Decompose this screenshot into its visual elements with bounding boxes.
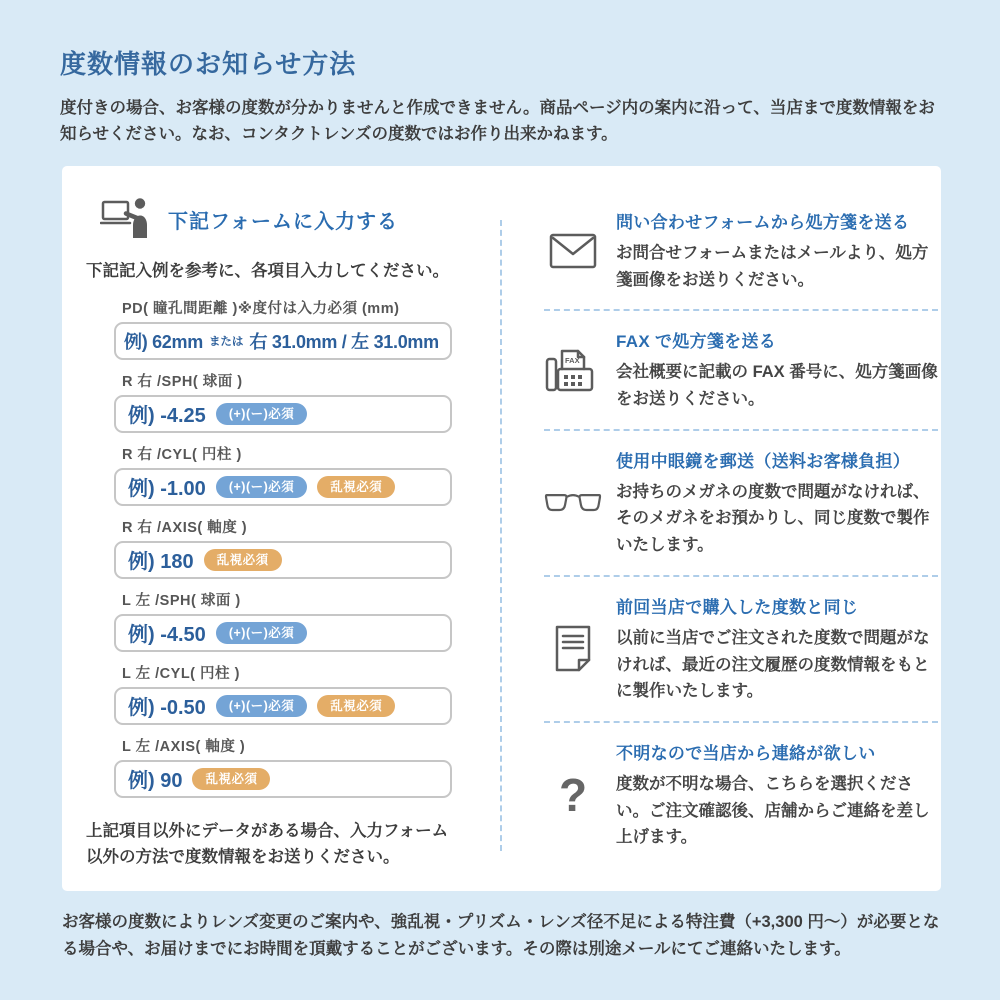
form-field-r-sph bbox=[114, 370, 452, 433]
form-field-label: L 左 /CYL( 円柱 ) bbox=[122, 665, 240, 682]
method-text bbox=[616, 447, 938, 559]
example-value: 例) 62mm bbox=[124, 331, 203, 352]
l-cyl-input-example[interactable] bbox=[114, 687, 452, 725]
footer-note: お客様の度数によりレンズ変更のご案内や、強乱視・プリズム・レンズ径不足による特注費（+3,300 円〜）が必要となる場合や、お届けまでにお時間を頂戴することがございます。その際は別途メールにてご連絡いたします。 bbox=[62, 912, 940, 958]
plus-minus-required-badge: (+)(ー)必須 bbox=[216, 403, 307, 426]
form-field-label: R 右 /SPH( 球面 ) bbox=[122, 373, 243, 390]
r-cyl-input-example[interactable] bbox=[114, 468, 452, 506]
astigmatism-required-badge: 乱視必須 bbox=[317, 695, 395, 718]
plus-minus-required-badge: (+)(ー)必須 bbox=[216, 695, 307, 718]
method-body: 以前に当店でご注文された度数で問題がなければ、最近の注文履歴の度数情報をもとに製作いたします。 bbox=[616, 628, 930, 701]
question-mark-icon bbox=[544, 768, 602, 822]
form-field-l-axis bbox=[114, 735, 452, 798]
example-value: 例) -4.25 bbox=[128, 405, 206, 428]
form-field-label: L 左 /AXIS( 軸度 ) bbox=[122, 738, 246, 755]
fax-icon-label: FAX bbox=[565, 355, 580, 365]
alternative-methods-column bbox=[502, 192, 964, 871]
example-value: 例) -0.50 bbox=[128, 697, 206, 720]
method-title: 不明なので当店から連絡が欲しい bbox=[616, 743, 876, 763]
example-or-text: または bbox=[208, 335, 244, 348]
r-sph-input-example[interactable] bbox=[114, 395, 452, 433]
form-field-label: R 右 /AXIS( 軸度 ) bbox=[122, 519, 248, 536]
example-value: 例) -4.50 bbox=[128, 624, 206, 647]
form-example-column bbox=[62, 192, 500, 871]
form-field-label: L 左 /SPH( 球面 ) bbox=[122, 592, 241, 609]
l-sph-input-example[interactable] bbox=[114, 614, 452, 652]
r-axis-input-example[interactable] bbox=[114, 541, 452, 579]
glasses-icon bbox=[544, 490, 602, 516]
method-text bbox=[616, 593, 938, 705]
method-title: FAX で処方箋を送る bbox=[616, 332, 777, 352]
form-field-r-axis bbox=[114, 516, 452, 579]
document-icon bbox=[544, 625, 602, 673]
method-text bbox=[616, 739, 938, 851]
example-value: 例) 180 bbox=[128, 551, 194, 574]
method-title: 使用中眼鏡を郵送（送料お客様負担） bbox=[616, 451, 911, 471]
method-unknown-contact-me bbox=[544, 723, 938, 867]
question-glyph: ? bbox=[558, 769, 588, 822]
form-instruction: 下記記入例を参考に、各項目入力してください。 bbox=[86, 261, 449, 280]
intro-text: 度付きの場合、お客様の度数が分かりませんと作成できません。商品ページ内の案内に沿って、当店まで度数情報をお知らせください。なお、コンタクトレンズの度数ではお作り出来かねます。 bbox=[60, 99, 935, 144]
method-mail-glasses bbox=[544, 431, 938, 577]
example-value: 例) 90 bbox=[128, 770, 183, 793]
astigmatism-required-badge: 乱視必須 bbox=[317, 476, 395, 499]
methods-panel bbox=[62, 166, 941, 891]
method-text bbox=[616, 327, 938, 412]
method-text bbox=[616, 208, 938, 293]
form-field-label: PD( 瞳孔間距離 )※度付は入力必須 (mm) bbox=[122, 300, 400, 317]
method-title: 前回当店で購入した度数と同じ bbox=[616, 597, 859, 617]
method-previous-order bbox=[544, 577, 938, 723]
form-field-pd bbox=[114, 297, 452, 360]
envelope-icon bbox=[544, 233, 602, 269]
method-body: 度数が不明な場合、こちらを選択ください。ご注文確認後、店舗からご連絡を差し上げます。 bbox=[616, 774, 930, 847]
form-section-title: 下記フォームに入力する bbox=[168, 210, 398, 233]
form-field-r-cyl bbox=[114, 443, 452, 506]
form-note: 上記項目以外にデータがある場合、入力フォーム以外の方法で度数情報をお送りください。 bbox=[86, 821, 449, 867]
presenter-at-laptop-icon bbox=[100, 196, 152, 243]
method-title: 問い合わせフォームから処方箋を送る bbox=[616, 212, 910, 232]
astigmatism-required-badge: 乱視必須 bbox=[204, 549, 282, 572]
method-contact-form bbox=[544, 192, 938, 311]
method-body: お持ちのメガネの度数で問題がなければ、そのメガネをお預かりし、同じ度数で製作いたします。 bbox=[616, 482, 930, 555]
page-title: 度数情報のお知らせ方法 bbox=[60, 49, 357, 79]
plus-minus-required-badge: (+)(ー)必須 bbox=[216, 476, 307, 499]
l-axis-input-example[interactable] bbox=[114, 760, 452, 798]
astigmatism-required-badge: 乱視必須 bbox=[192, 768, 270, 791]
pd-input-example[interactable] bbox=[114, 322, 452, 360]
form-section-header bbox=[100, 196, 500, 243]
method-body: 会社概要に記載の FAX 番号に、処方箋画像をお送りください。 bbox=[616, 363, 938, 408]
plus-minus-required-badge: (+)(ー)必須 bbox=[216, 622, 307, 645]
form-field-l-cyl bbox=[114, 662, 452, 725]
method-fax bbox=[544, 311, 938, 430]
example-value: 例) -1.00 bbox=[128, 478, 206, 501]
form-field-l-sph bbox=[114, 589, 452, 652]
form-field-label: R 右 /CYL( 円柱 ) bbox=[122, 446, 242, 463]
method-body: お問合せフォームまたはメールより、処方箋画像をお送りください。 bbox=[616, 243, 929, 289]
example-value-alt: 右 31.0mm / 左 31.0mm bbox=[249, 331, 439, 352]
fax-icon bbox=[544, 347, 602, 393]
